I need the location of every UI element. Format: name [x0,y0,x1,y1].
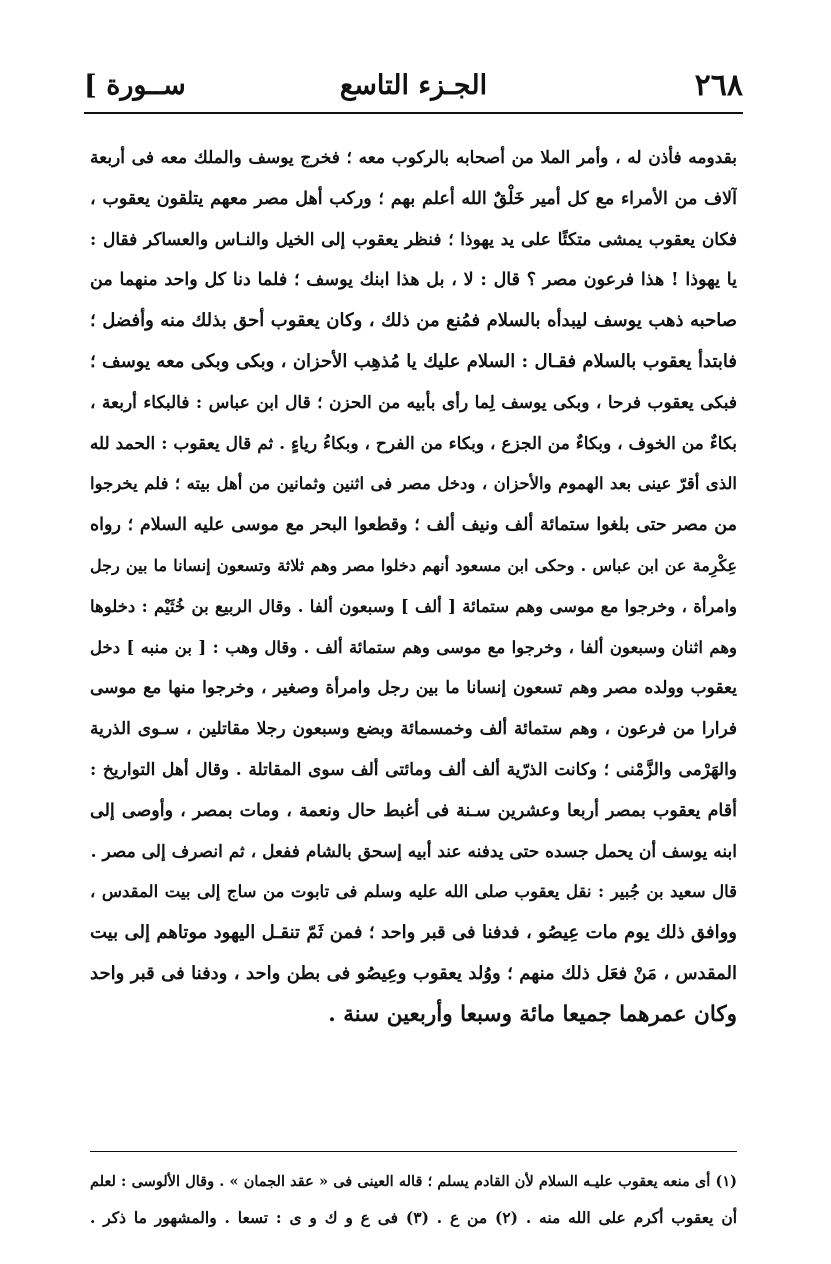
text-line: ووافق ذلك يوم مات عِيصُو ، فدفنا فى قبر واحد ؛ فمن ثَمّ تنقـل اليهود موتاهم إلى بيت [90,922,737,944]
footnote-separator [90,1151,737,1152]
text-line: الذى أقرّ عينى بعد الهموم والأحزان ، ودخل مصر فى اثنين وثمانين من أهل بيته ؛ فلم يخرجوا [90,474,737,494]
main-text [90,138,737,1036]
page-number: ٢٦٨ [694,68,743,103]
text-line: آلاف من الأمراء مع كل أمير خَلْقٌ الله أعلم بهم ؛ وركب أهل مصر معهم يتلقون يعقوب ، [90,188,737,209]
text-line: وهم اثنان وسبعون ألفا ، وخرجوا مع موسى وهم ستمائة ألف . وقال وهب : [ بن منبه ] دخل [90,637,737,657]
text-line: يا يهوذا ! هذا فرعون مصر ؟ قال : لا ، بل هذا ابنك يوسف ؛ فلما دنا كل واحد منهما من [90,270,737,291]
text-line: فرارا من فرعون ، وهم ستمائة ألف وخمسمائة وبضع وسبعون رجلا مقاتلين ، سـوى الذرية [90,719,737,740]
text-line: فكان يعقوب يمشى متكئًا على يد يهوذا ؛ فنظر يعقوب إلى الخيل والنـاس والعساكر فقال : [90,229,737,250]
text-line: وامرأة ، وخرجوا مع موسى وهم ستمائة [ ألف ] وسبعون ألفا . وقال الربيع بن خُثَيْم : دخلوها [90,596,737,616]
text-line: فابتدأ يعقوب بالسلام فقـال : السلام عليك يا مُذهِب الأحزان ، وبكى وبكى معه يوسف ؛ [90,350,737,372]
text-line: بكاءٌ من الخوف ، وبكاءٌ من الجزع ، وبكاء من الفرح ، وبكاءُ رياءٍ . ثم قال يعقوب : الحمد لله [90,433,737,454]
text-line: وكان عمرهما جميعا مائة وسبعا وأربعين سنة . [328,1001,737,1027]
text-line: والهَرْمى والزَّمْنى ؛ وكانت الذرّية ألف ألف ومائتى ألف سوى المقاتلة . وقال أهل التواريخ : [90,759,737,780]
running-title: الجـزء التاسع [339,70,488,101]
text-line: بقدومه فأذن له ، وأمر الملا من أصحابه بالركوب معه ؛ فخرج يوسف والملك معه فى أربعة [90,148,737,168]
text-line: عِكْرِمة عن ابن عباس . وحكى ابن مسعود أنهم دخلوا مصر وهم ثلاثة وتسعون إنسانا ما بين رجل [90,555,737,575]
text-line: أقام يعقوب بمصر أربعا وعشرين سـنة فى أغبط حال ونعمة ، ومات بمصر ، وأوصى إلى [90,800,737,821]
text-line: من مصر حتى بلغوا ستمائة ألف ونيف ألف ؛ وقطعوا البحر مع موسى عليه السلام ؛ رواه [90,515,737,536]
footnote-line: أن يعقوب أكرم على الله منه . (٢) من ع . (٣) فى ع و ك و ى : تسعا . والمشهور ما ذكر . [90,1208,737,1227]
text-line: يعقوب وولده مصر وهم تسعون إنسانا ما بين رجل وامرأة وصغير ، وخرجوا منها مع موسى [90,678,737,699]
text-line: ابنه يوسف أن يحمل جسده حتى يدفنه عند أبيه إسحق بالشام ففعل ، ثم انصرف إلى مصر . [90,841,737,862]
text-line: المقدس ، مَنْ فعَل ذلك منهم ؛ ووُلد يعقوب وعِيصُو فى بطن واحد ، ودفنا فى قبر واحد [90,962,737,984]
page-header [84,62,743,114]
header-rule [84,112,743,114]
surah-heading: [ ســورة [84,70,186,101]
text-line: فبكى يعقوب فرحا ، وبكى يوسف لِما رأى بأبيه من الحزن ؛ قال ابن عباس : فالبكاء أربعة ، [90,392,737,413]
text-line: قال سعيد بن جُبير : نقل يعقوب صلى الله عليه وسلم فى تابوت من ساج إلى بيت المقدس ، [90,882,737,902]
footnote-line: (١) أى منعه يعقوب عليـه السلام لأن القادم يسلم ؛ قاله العينى فى « عقد الجمان » . وقال الألوسى : لعلم [90,1173,737,1190]
text-line: صاحبه ذهب يوسف ليبدأه بالسلام فمُنع من ذلك ، وكان يعقوب أحق بذلك منه وأفضل ؛ [90,310,737,332]
footnotes [90,1164,737,1236]
